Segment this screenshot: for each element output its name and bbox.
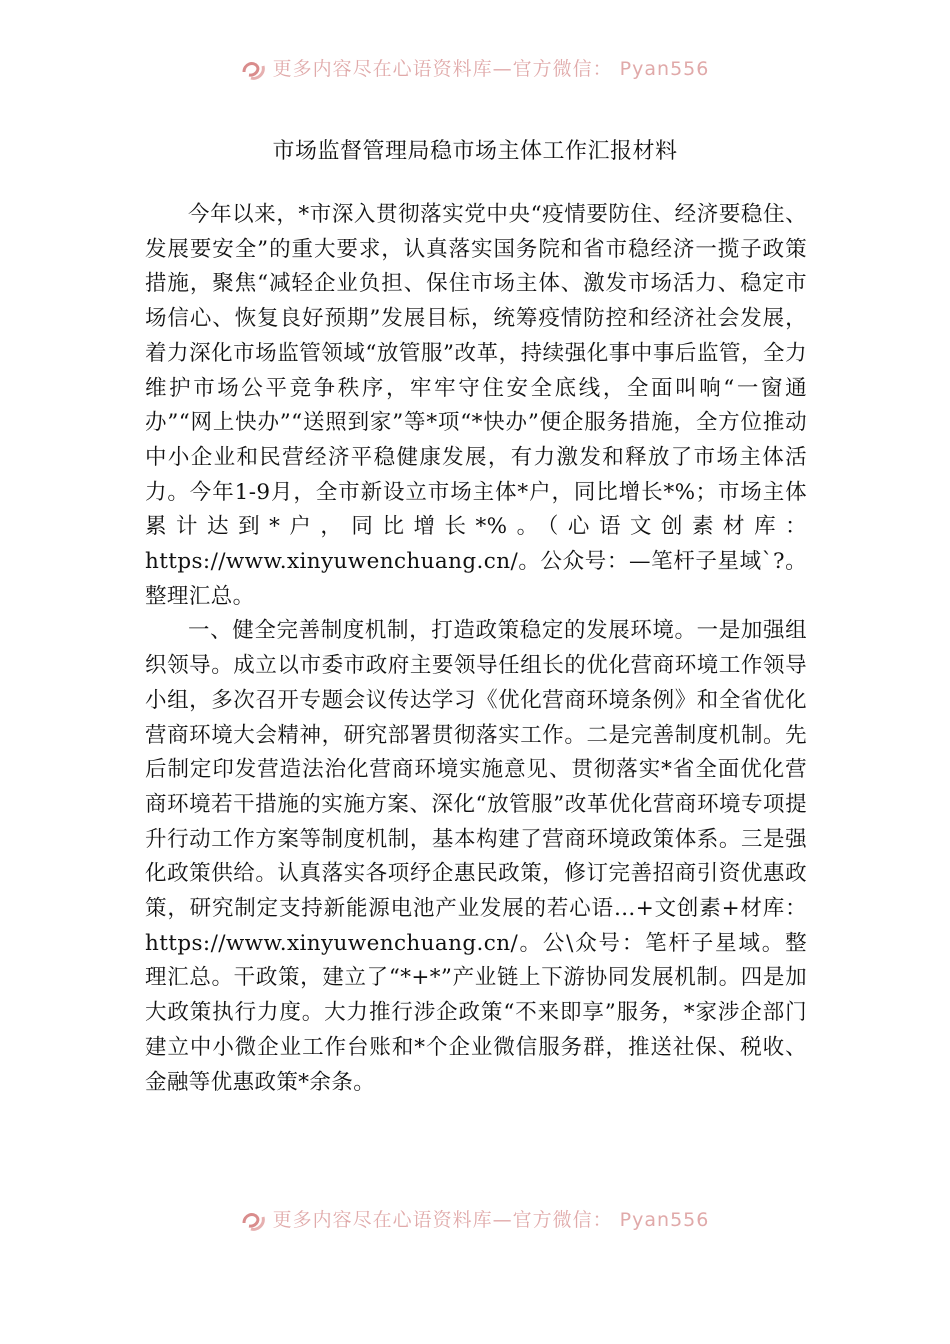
document-title: 市场监督管理局稳市场主体工作汇报材料 <box>272 139 678 164</box>
paragraph: 今年以来，*市深入贯彻落实党中央“疫情要防住、经济要稳住、发展要安全”的重大要求，认真落实国务院和省市稳经济一揽子政策措施，聚焦“减轻企业负担、保住市场主体、激发市场活力、稳定市场信心、恢复良好预期”发展目标，统筹疫情防控和经济社会发展，着力深化市场监管领域“放管服”改革，持续强化事中事后监管，全力维护市场公平竞争秩序，牢牢守住安全底线，全面叫响“一窗通办”“网上快办”“送照到家”等*项“*快办”便企服务措施，全方位推动中小企业和民营经济平稳健康发展，有力激发和释放了市场主体活力。今年1-9月，全市新设立市场主体*户，同比增长*%；市场主体累计达到*户，同比增长*%。（心语文创素材库：https://www.xinyuwenchuang.cn/。公众号：—笔杆子星域`?。整理汇总。 <box>145 202 807 609</box>
watermark-top <box>0 53 950 87</box>
logo-icon <box>241 1209 267 1233</box>
document-body <box>145 198 807 1100</box>
paragraph: 一、健全完善制度机制，打造政策稳定的发展环境。一是加强组织领导。成立以市委市政府主要领导任组长的优化营商环境工作领导小组，多次召开专题会议传达学习《优化营商环境条例》和全省优化营商环境大会精神，研究部署贯彻落实工作。二是完善制度机制。先后制定印发营造法治化营商环境实施意见、贯彻落实*省全面优化营商环境若干措施的实施方案、深化“放管服”改革优化营商环境专项提升行动工作方案等制度机制，基本构建了营商环境政策体系。三是强化政策供给。认真落实各项纾企惠民政策，修订完善招商引资优惠政策，研究制定支持新能源电池产业发展的若心语…+文创素+材库：https://www.xinyuwenchuang.cn/。公\众号：笔杆子星域。整理汇总。干政策，建立了“*+*”产业链上下游协同发展机制。四是加大政策执行力度。大力推行涉企政策“不来即享”服务，*家涉企部门建立中小微企业工作台账和*个企业微信服务群，推送社保、税收、金融等优惠政策*余条。 <box>145 618 807 1095</box>
watermark-bottom <box>0 1204 950 1238</box>
watermark-text: 更多内容尽在心语资料库—官方微信： Pyan556 <box>272 1208 710 1231</box>
logo-icon <box>241 58 267 82</box>
watermark-text: 更多内容尽在心语资料库—官方微信： Pyan556 <box>272 57 710 80</box>
